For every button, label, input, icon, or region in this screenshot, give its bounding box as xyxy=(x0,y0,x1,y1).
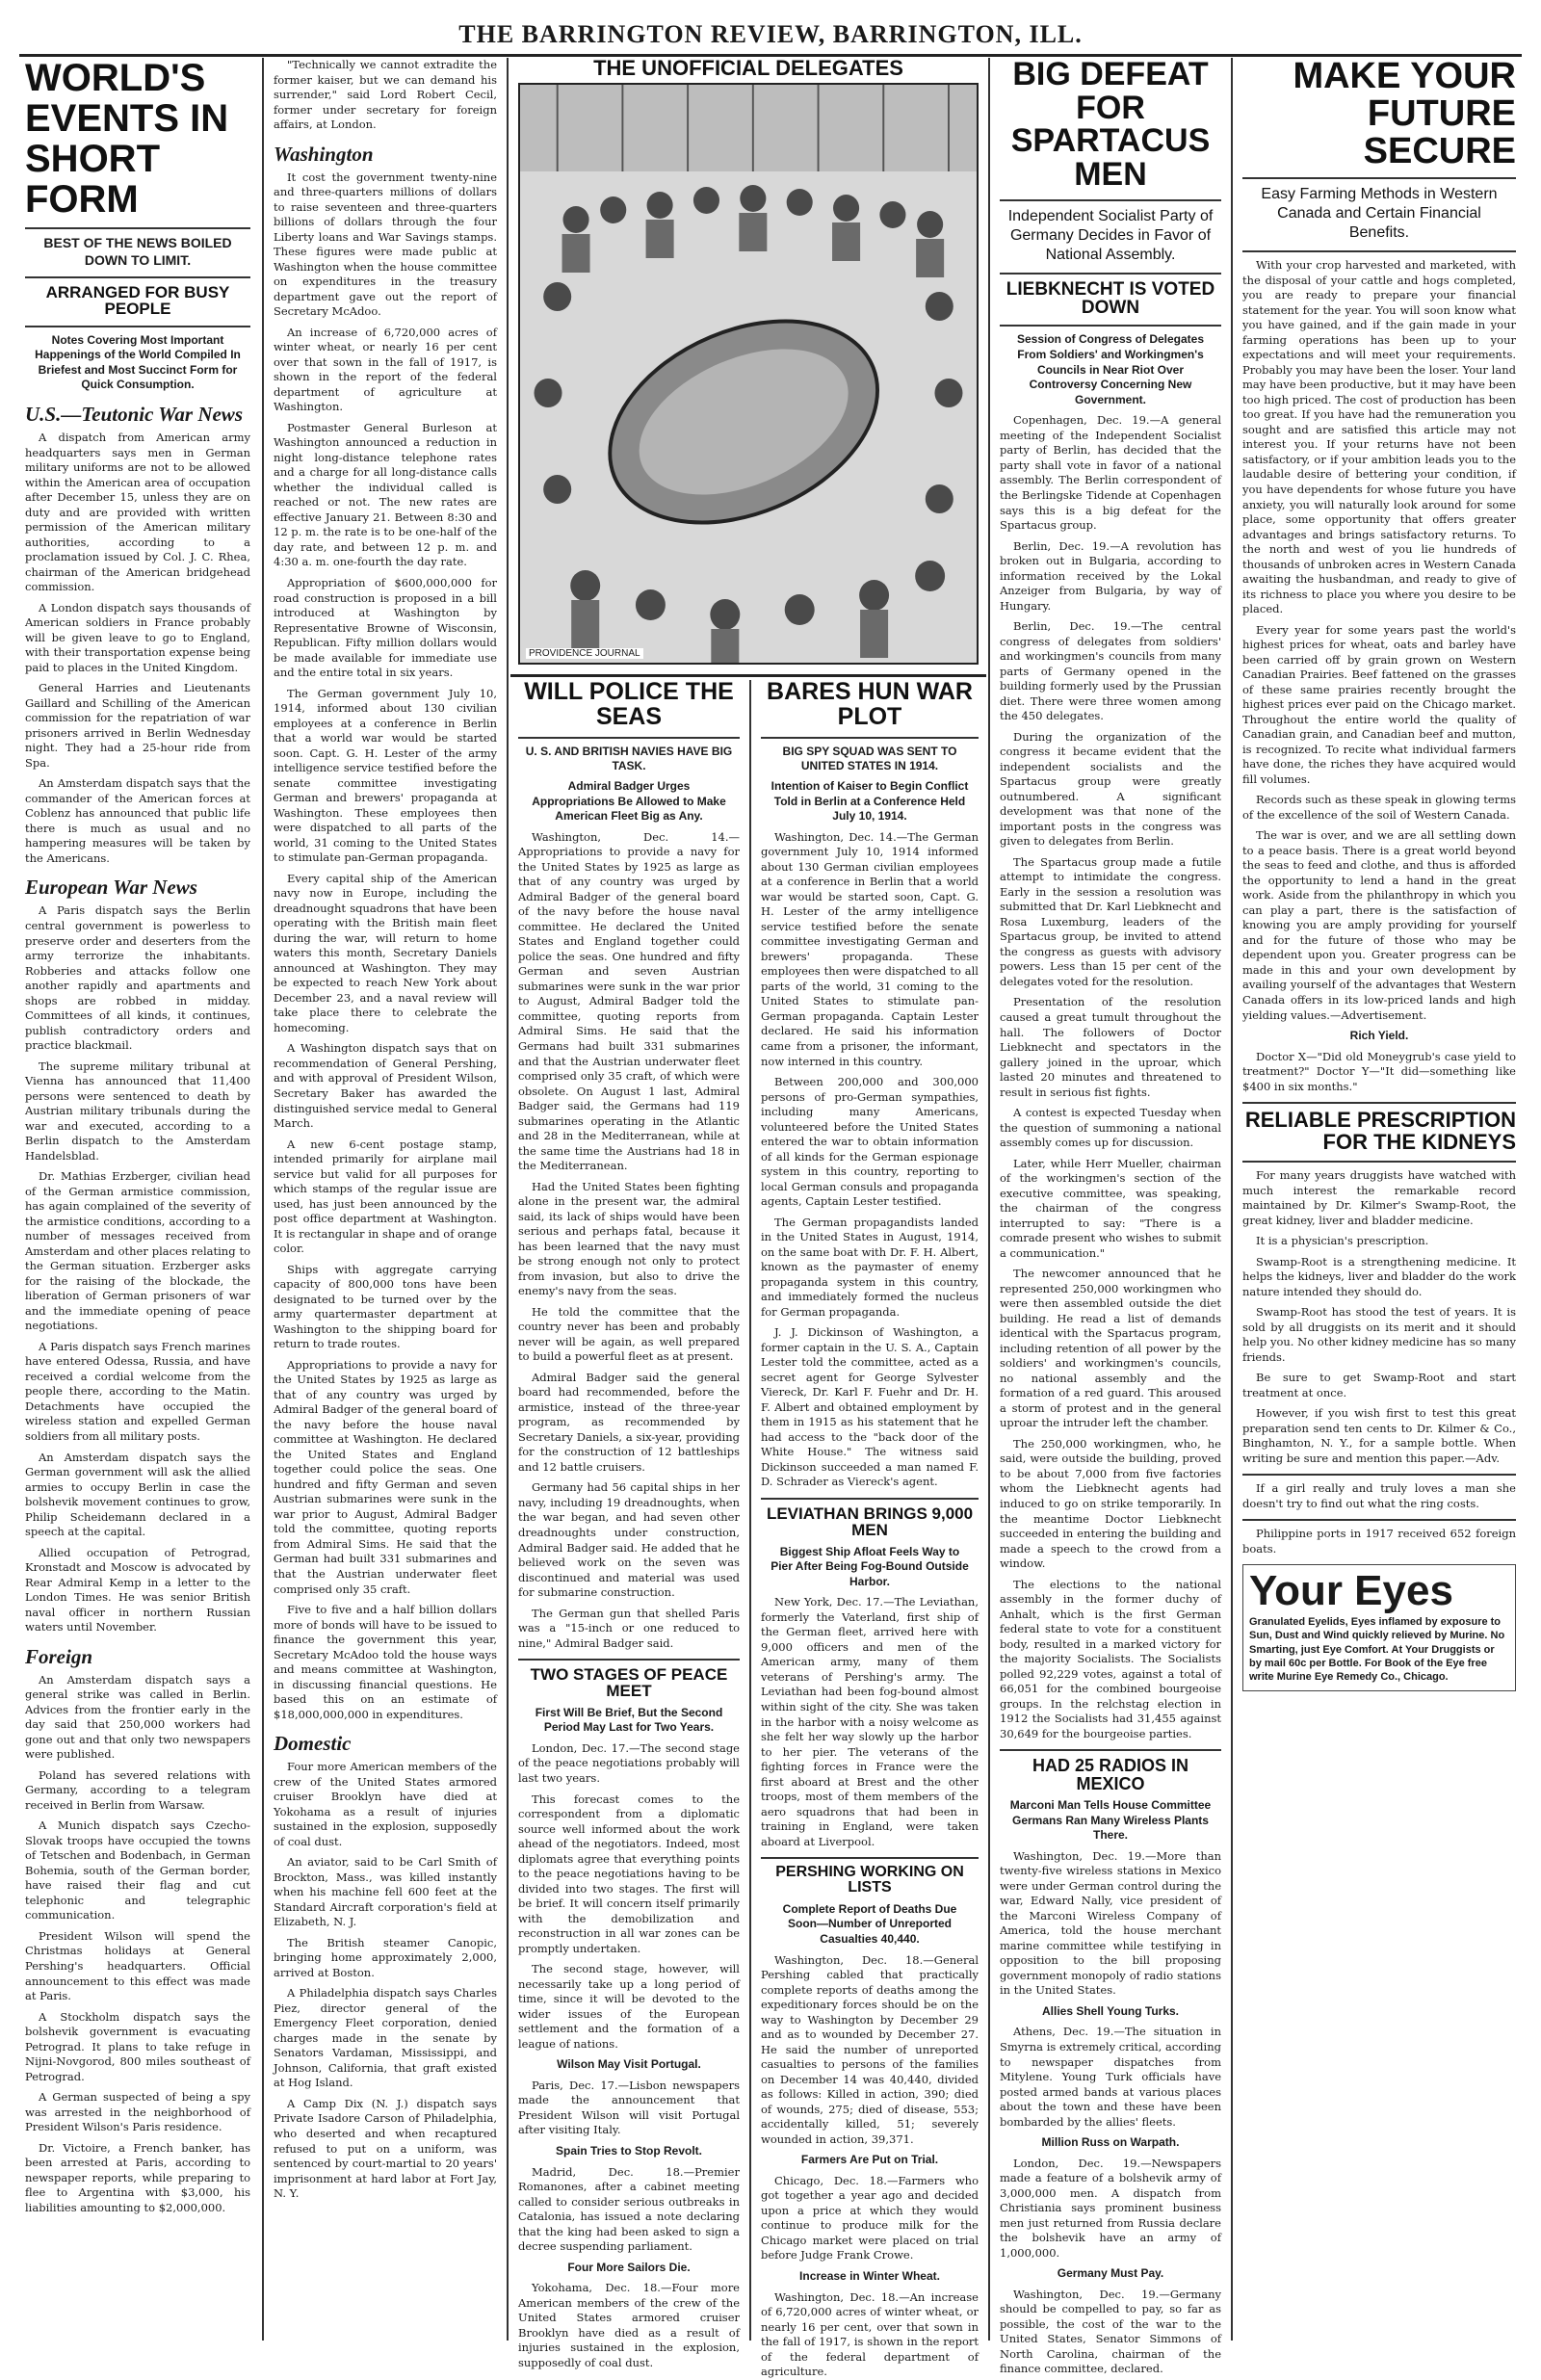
article-paragraph: Germany had 56 capital ships in her navy, including 19 dreadnoughts, when the war began, and had seven other dreadnoughts under construction, Admiral Badger said. He added that he believed work on the seven was discontinued and material was used for submarine construction. xyxy=(518,1480,740,1600)
article-paragraph: A Stockholm dispatch says the bolshevik government is evacuating Petrograd. It plans to take refuge in Nijni-Novgorod, 800 miles southeast of Petrograd. xyxy=(25,2009,250,2083)
photo-headline: THE UNOFFICIAL DELEGATES xyxy=(593,56,903,80)
article-paragraph: He told the committee that the country never has been and probably never will be again, as well prepared to build a powerful fleet as at present. xyxy=(518,1304,740,1364)
article-paragraph: A German suspected of being a spy was arrested in the neighborhood of President Wilson's Paris residence. xyxy=(25,2090,250,2134)
article-paragraph: Copenhagen, Dec. 19.—A general meeting of the Independent Socialist party of Berlin, has decided that the party shall vote in favor of a national assembly. The Berlin correspondent of the Berlingske Tidende at Copenhagen says this is a big defeat for the Spartacus group. xyxy=(1000,413,1221,533)
deck-liebknecht: Session of Congress of Delegates From Soldiers' and Workingmen's Councils in Near Riot Over Controversy Concerning New Government. xyxy=(1016,332,1205,406)
article-paragraph: Washington, Dec. 19.—More than twenty-five wireless stations in Mexico were under German control during the war, Edward Nally, vice president of the Marconi Wireless Company of America, told the house merchant marine committee while testifying in opposition to the bill proposing government monopoly of radio stations in the United States. xyxy=(1000,1848,1221,1998)
article-paragraph: Five to five and a half billion dollars more of bonds will have to be issued to finance the government this year, Secretary McAdoo told the house ways and means committee at Washington, in discussing financial questions. He based this on an estimate of $18,000,000,000 in expenditures. xyxy=(274,1603,497,1721)
headline-spartacus: BIG DEFEAT FOR SPARTACUS MEN xyxy=(1010,56,1211,194)
article-paragraph: Presentation of the resolution caused a great tumult throughout the hall. The followers of Doctor Liebknecht and spectators in the gallery joined in the uproar, which lasted 20 minutes and threatened to result in serious fist fights. xyxy=(1000,995,1221,1099)
brief-headline: Million Russ on Warpath. xyxy=(1041,2135,1180,2150)
column-rule xyxy=(988,58,990,2341)
article-paragraph: Athens, Dec. 19.—The situation in Smyrna is extremely critical, according to newspaper dispatches from Mitylene. Young Turk officials have posted armed bands at various places about the town and these have been bombarded by the allies' fleets. xyxy=(1000,2025,1221,2129)
deck-leviathan: Biggest Ship Afloat Feels Way to Pier After Being Fog-Bound Outside Harbor. xyxy=(770,1544,969,1588)
article-paragraph: Be sure to get Swamp-Root and start treatment at once. xyxy=(1242,1371,1516,1399)
article-paragraph: J. J. Dickinson of Washington, a former captain in the U. S. A., Captain Lester told the committee, acted as a secret agent for George Sylvester Viereck, Dr. Karl F. Fuehr and Dr. H. F. Albert and obtained employment by them in 1915 as his statement that he had access to the "back door of the White House." The witness said Dickinson succeeded a man named F. D. Schrader as Viereck's agent. xyxy=(761,1325,979,1489)
article-paragraph: Admiral Badger said the general board had recommended, before the armistice, instead of the three-year program, as recommended by Secretary Daniels, a six-year, providing for the construction of 12 battleships and 12 battle cruisers. xyxy=(518,1370,740,1474)
headline-leviathan: LEVIATHAN BRINGS 9,000 MEN xyxy=(766,1504,974,1540)
brief-headline: Four More Sailors Die. xyxy=(567,2260,691,2274)
article-paragraph: Washington, Dec. 14.—The German government July 10, 1914 informed about 130 German civilian employees at a conference in Berlin that a world war would be started soon, Capt. G. H. Lester of the army intelligence service testified before the senate committee investigating German and brewers' propaganda. These employees then were dispatched to all parts of the world, 31 coming to the United States to stimulate pan-German propaganda. Captain Lester declared. He said his information came from a prisoner, the informant, now interned in this country. xyxy=(761,829,979,1068)
article-paragraph: Berlin, Dec. 19.—A revolution has broken out in Bulgaria, according to information received by the Lokal Anzeiger from Bulgaria, by way of Hungary. xyxy=(1000,538,1221,613)
photo-divider xyxy=(510,674,986,677)
article-paragraph: Swamp-Root has stood the test of years. It is sold by all druggists on its merit and it should help you. No other kidney medicine has so many friends. xyxy=(1242,1305,1516,1364)
deck-hun-war-plot-2: Intention of Kaiser to Begin Conflict Told in Berlin at a Conference Held July 10, 1914. xyxy=(770,779,969,824)
article-paragraph: During the organization of the congress it became evident that the independent socialists and the Spartacus group were greatly outnumbered. A significant development was that none of the important posts in the congress was given to delegates from Berlin. xyxy=(1000,729,1221,849)
brief-headline: Rich Yield. xyxy=(1349,1029,1409,1043)
article-paragraph: London, Dec. 19.—Newspapers made a feature of a bolshevik army of 3,000,000 men. A dispatch from Christiania says prominent business men just returned from Russia declare the bolshevik have an army of 1,000,000. xyxy=(1000,2156,1221,2260)
deck-world-events-2: ARRANGED FOR BUSY PEOPLE xyxy=(45,283,230,319)
brief-headline: Germany Must Pay. xyxy=(1057,2266,1164,2281)
article-paragraph: Washington, Dec. 18.—General Pershing cabled that practically complete reports of deaths among the expeditionary forces should be on the way to Washington by December 29 and as to wounded by December 27. He said the number of unreported casualties to persons of the families on December 14 was 40,440, divided as follows: Killed in action, 390; died of wounds, 275; died of disease, 553; accidentally killed, 51; severely wounded in action, 39,371. xyxy=(761,1952,979,2146)
article-paragraph: The German government July 10, 1914, informed about 130 civilian employees at a conference in Berlin that a world war would be started soon. Capt. G. H. Lester of the army intelligence service testified before the senate committee investigating German and brewers' propaganda at Washington. These employees then were dispatched to all parts of the world, 31 coming to the United States to stimulate pan-German propaganda. xyxy=(274,686,497,865)
deck-peace-meet: First Will Be Brief, But the Second Period May Last for Two Years. xyxy=(535,1705,723,1735)
article-paragraph: An aviator, said to be Carl Smith of Brockton, Mass., was killed instantly when his machine fell 600 feet at the Standard Aircraft corporation's field at Elizabeth, N. J. xyxy=(274,1855,497,1929)
article-paragraph: Paris, Dec. 17.—Lisbon newspapers made the announcement that President Wilson will visit Portugal after visiting Italy. xyxy=(518,2078,740,2137)
deck-radios-mexico: Marconi Man Tells House Committee Germans Ran Many Wireless Plants There. xyxy=(1009,1797,1212,1843)
article-paragraph: Yokohama, Dec. 18.—Four more American members of the crew of the United States armored cruiser Brooklyn have died as a result of injuries sustained in the explosion, supposedly of coal dust. xyxy=(518,2281,740,2369)
murine-advertisement xyxy=(1242,1564,1516,1690)
section-domestic: Domestic xyxy=(274,1732,352,1756)
article-paragraph: An increase of 6,720,000 acres of winter wheat, or nearly 16 per cent over that sown in the fall of 1917, is shown in the report of the federal department of agriculture at Washington. xyxy=(274,325,497,414)
article-paragraph: General Harries and Lieutenants Gaillard and Schilling of the American commission for the repatriation of war prisoners arrived in Berlin Wednesday night. They had a 25-hour ride from Spa. xyxy=(25,681,250,770)
article-paragraph: Four more American members of the crew of the United States armored cruiser Brooklyn have died at Yokohama as a result of injuries sustained in the explosion, supposedly of coal dust. xyxy=(274,1760,497,1848)
column-rule xyxy=(507,58,509,2341)
article-paragraph: This forecast comes to the correspondent from a diplomatic source well informed about the work ahead of the negotiators. Indeed, most diplomats agree that everything points to the peace negotiations having to be divided into two stages. The first will be brief. It will concern itself primarily with the demobilization and reconstruction in all war zones can be promptly undertaken. xyxy=(518,1792,740,1955)
article-paragraph: A Paris dispatch says the Berlin central government is powerless to preserve order and deserters from the army terrorize the inhabitants. Robberies and attacks follow one another rapidly and apartments and shops are robbed in midday. Committees of all kinds, it continues, publish contradictory orders and practice blackmail. xyxy=(25,903,250,1053)
column-rule xyxy=(262,58,264,2341)
article-paragraph: President Wilson will spend the Christmas holidays at General Pershing's headquarters. Official announcement to this effect was made at Paris. xyxy=(25,1928,250,2003)
article-paragraph: Appropriations to provide a navy for the United States by 1925 as large as that of any country was urged by Admiral Badger of the general board of the navy before the house naval committee at Washington. He declared the United States and England together could police the seas. One hundred and fifty German and seven Austrian submarines were sunk in the war prior to August, Admiral Badger told the committee, quoting reports from Admiral Sims. He said that the German had built 331 submarines and that the Austrian underwater fleet comprised only 35 craft. xyxy=(274,1357,497,1596)
article-paragraph: Washington, Dec. 19.—Germany should be compelled to pay, so far as possible, the cost of the war to the United States, Senator Simmons of North Carolina, chairman of the finance committee, declared. xyxy=(1000,2287,1221,2376)
brief-headline: Increase in Winter Wheat. xyxy=(799,2268,940,2283)
article-paragraph: For many years druggists have watched with much interest the remarkable record maintained by Dr. Kilmer's Swamp-Root, the great kidney, liver and bladder medicine. xyxy=(1242,1168,1516,1227)
article-paragraph: If a girl really and truly loves a man she doesn't try to find out what the ring costs. xyxy=(1242,1481,1516,1510)
article-paragraph: An Amsterdam dispatch says that the commander of the American forces at Coblenz has announced that public life there is much as usual and no hampering measures will be taken by the Americans. xyxy=(25,776,250,865)
article-paragraph: Had the United States been fighting alone in the present war, the admiral said, its lack of ships would have been serious and perhaps fatal, because it has been learned that the navy must be strong enough not only to protect from invasion, but also to drive the enemy's navy from the seas. xyxy=(518,1179,740,1298)
article-paragraph: Postmaster General Burleson at Washington announced a reduction in night long-distance telephone rates and a charge for all long-distance calls whether the individual called is reached or not. The new rates are effective January 21. Between 8:30 and 12 p. m. the rate is to be one-half of the day rate, and between 12 p. m. and 4:30 a. m. one-fourth the day rate. xyxy=(274,420,497,569)
column-rule xyxy=(749,680,751,2341)
section-foreign: Foreign xyxy=(25,1644,93,1668)
brief-headline: Allies Shell Young Turks. xyxy=(1041,2003,1180,2018)
ad-headline: Your Eyes xyxy=(1249,1567,1453,1615)
column-hun-war-plot xyxy=(753,678,986,2379)
article-paragraph: A London dispatch says thousands of American soldiers in France probably will be given leave to go to England, with their transportation expense being paid to places in the United Kingdom. xyxy=(25,600,250,674)
article-paragraph: Allied occupation of Petrograd, Kronstadt and Moscow is advocated by Rear Admiral Kemp in a letter to the London Times. He was senior British naval officer in northern Russian waters until November. xyxy=(25,1545,250,1635)
article-paragraph: Ships with aggregate carrying capacity of 800,000 tons have been designated to be turned over by the army quartermaster department at Washington to the shipping board for return to trade routes. xyxy=(274,1262,497,1351)
article-paragraph: Washington, Dec. 18.—An increase of 6,720,000 acres of winter wheat, or nearly 16 per cent, over that sown in the fall of 1917, is shown in the report of the federal department of agriculture. xyxy=(761,2289,979,2379)
article-paragraph: The newcomer announced that he represented 250,000 workingmen who were then assembled outside the diet building. He read a list of demands identical with the Spartacus program, including retention of all power by the soldiers' and workingmen's councils, no national assembly and the formation of a red guard. This aroused a storm of protest and in the general uproar the intruder left the chamber. xyxy=(1000,1267,1221,1430)
column-washington xyxy=(266,58,505,2341)
article-paragraph: The British steamer Canopic, bringing home approximately 2,000, arrived at Boston. xyxy=(274,1935,497,1979)
headline-radios-mexico: HAD 25 RADIOS IN MEXICO xyxy=(1032,1756,1189,1793)
brief-headline: Wilson May Visit Portugal. xyxy=(557,2057,701,2072)
article-paragraph: The German propagandists landed in the United States in August, 1914, on the same boat with Dr. F. H. Albert, known as the paymaster of enemy propaganda system in this country, and immediately formed the nucleus for German propaganda. xyxy=(761,1215,979,1319)
article-paragraph: Doctor X—"Did old Moneygrub's case yield to treatment?" Doctor Y—"It did—something like $400 in six months." xyxy=(1242,1049,1516,1093)
article-paragraph: The war is over, and we are all settling down to a peace basis. There is a great world beyond the seas to feed and clothe, and thus is afforded the opportunity to lend a hand in the great work. Aside from the philanthropy in which you can play a part, there is the satisfaction of knowing you are amply providing for yourself and for the future of those who may be dependent upon you. Greater progress can be made in this and your own development by availing yourself of the advantages that Western Canada offers in its low-priced lands and high yielding values.—Advertisement. xyxy=(1242,828,1516,1022)
article-paragraph: New York, Dec. 17.—The Leviathan, formerly the Vaterland, first ship of the German fleet, arrived here with 9,000 officers and men of the American army, many of them veterans of Pershing's army. The Leviathan had been fog-bound almost within sight of the city. She was taken in the harbor with a noisy welcome as she felt her way slowly up the harbor to her pier. The veterans of the fighting forces in France were the first aboard at Brest and the other troops, most of them members of the aero squadrons that had been in training in England, were taken aboard at Liverpool. xyxy=(761,1595,979,1848)
headline-liebknecht: LIEBKNECHT IS VOTED DOWN xyxy=(1006,278,1215,319)
article-paragraph: Poland has severed relations with Germany, according to a telegram received in Berlin from Warsaw. xyxy=(25,1767,250,1812)
section-us-teutonic: U.S.—Teutonic War News xyxy=(25,403,243,427)
article-paragraph: "Technically we cannot extradite the former kaiser, but we can demand his surrender," said Lord Robert Cecil, former under secretary for foreign affairs, at London. xyxy=(274,58,497,132)
deck-spartacus: Independent Socialist Party of Germany Decides in Favor of National Assembly. xyxy=(1007,207,1214,263)
headline-hun-war-plot: BARES HUN WAR PLOT xyxy=(767,678,973,730)
headline-pershing: PERSHING WORKING ON LISTS xyxy=(775,1864,964,1896)
article-paragraph: A contest is expected Tuesday when the question of summoning a national assembly comes up for discussion. xyxy=(1000,1106,1221,1150)
column-spartacus xyxy=(992,56,1229,2376)
article-paragraph: Madrid, Dec. 18.—Premier Romanones, after a cabinet meeting called to consider serious outbreaks in Catalonia, has issued a note declaring that the king had been asked to sign a decree suspending parliament. xyxy=(518,2164,740,2254)
article-paragraph: Berlin, Dec. 19.—The central congress of delegates from soldiers' and workingmen's councils from many parts of Germany opened in the building formerly used by the Prussian diet. There were three women among the 450 delegates. xyxy=(1000,619,1221,723)
article-paragraph: An Amsterdam dispatch says the German government will ask the allied armies to occupy Berlin in case the bolshevik movement continues to grow, Philip Scheidemann declared in a speech at the capital. xyxy=(25,1450,250,1539)
section-washington: Washington xyxy=(274,142,374,166)
deck-world-events-1: BEST OF THE NEWS BOILED DOWN TO LIMIT. xyxy=(43,235,232,268)
article-paragraph: Appropriation of $600,000,000 for road construction is proposed in a bill introduced at Washington by Representative Browne of Wisconsin, Republican. Fifty million dollars would be made available for immediate use and the entire total in six years. xyxy=(274,575,497,680)
article-paragraph: With your crop harvested and marketed, with the disposal of your cattle and hogs completed, you are ready to prepare your financial statement for the year. You will soon know what you have gained, and if the gain made in your farming operations has been up to your expectations and will meet your requirements. Probably you may have been the loser. Your land may have been productive, but it may have been too high priced. The cost of production has been too great. If you have had the remuneration you sought and are satisfied this article may not interest you. If your returns have not been satisfactory, or if your ambition leads you to the laudable desire of bettering your condition, if you have dependents for whose future you have anxiety, you will naturally look around for some place, some opportunity that offers greater advantages and brings satisfactory returns. To the north and west of you lie hundreds of thousands of unbroken acres in Western Canada awaiting the husbandman, and ready to give of its richness to place you where you desire to be placed. xyxy=(1242,258,1516,616)
article-paragraph: It cost the government twenty-nine and three-quarters millions of dollars to raise seventeen and three-quarters billions of dollars through the four Liberty loans and War Savings stamps. These figures were made public at Washington when the house committee on expenditures in the treasury department gave out the report of Secretary McAdoo. xyxy=(274,170,497,319)
deck-police-seas-2: Admiral Badger Urges Appropriations Be Allowed to Make American Fleet Big as Any. xyxy=(532,779,726,824)
article-paragraph: A dispatch from American army headquarters says men in German military uniforms are not to be allowed within the American area of occupation after December 15, unless they are on duty and are provided with written permission of the American military authorities, according to a proclamation issued by Col. J. C. Rhea, chairman of the American bridgehead commission. xyxy=(25,431,250,594)
deck-world-events-3: Notes Covering Most Important Happenings of the World Compiled In Briefest and Most Succinct Form for Quick Consumption. xyxy=(35,332,241,392)
article-paragraph: An Amsterdam dispatch says a general strike was called in Berlin. Advices from the frontier early in the day said that 250,000 workers had gone out and that only two newspapers were published. xyxy=(25,1672,250,1762)
ad-text: Granulated Eyelids, Eyes inflamed by exposure to Sun, Dust and Wind quickly relieved by Murine. No Smarting, just Eye Comfort. At Your Druggists or by mail 60c per Bottle. For Book of the Eye free write Murine Eye Remedy Co., Chicago. xyxy=(1249,1616,1505,1684)
article-paragraph: The elections to the national assembly in the former duchy of Anhalt, which is the first German federal state to vote for a constituent body, resulted in a marked victory for the majority Socialists. The Socialists polled 92,229 votes, against a total of 66,051 for the combined bourgeoise groups. In the relchstag election in 1912 the Socialists had 31,455 against 30,649 for the bourgeoise parties. xyxy=(1000,1577,1221,1740)
photo-block xyxy=(510,58,986,693)
article-paragraph: A Washington dispatch says that on recommendation of General Pershing, and with approval of President Wilson, Secretary Baker has awarded the distinguished service medal to General March. xyxy=(274,1041,497,1131)
article-paragraph: Philippine ports in 1917 received 652 foreign boats. xyxy=(1242,1527,1516,1556)
article-paragraph: A Camp Dix (N. J.) dispatch says Private Isadore Carson of Philadelphia, who deserted and when recaptured refused to put on a uniform, was sentenced by court-martial to 20 years' imprisonment at hard labor at Fort Jay, N. Y. xyxy=(274,2096,497,2201)
article-paragraph: Swamp-Root is a strengthening medicine. It helps the kidneys, liver and bladder do the work nature intended they should do. xyxy=(1242,1254,1516,1298)
article-paragraph: The supreme military tribunal at Vienna has announced that 11,400 persons were sentenced to death by Austrian military tribunals during the war and executed, according to a Berlin dispatch to the Amsterdam Handelsblad. xyxy=(25,1059,250,1163)
deck-future-secure: Easy Farming Methods in Western Canada and Certain Financial Benefits. xyxy=(1261,186,1498,242)
column-police-seas xyxy=(510,678,747,2369)
column-world-events xyxy=(17,58,258,2341)
article-paragraph: A new 6-cent postage stamp, intended primarily for airplane mail service but valid for all purposes for which stamps of the regular issue are used, has just been announced by the post office department at Washington. It is rectangular in shape and of orange color. xyxy=(274,1137,497,1256)
article-paragraph: Later, while Herr Mueller, chairman of the workingmen's section of the executive committee, was speaking, the chairman of the congress interrupted to say: "There is a comrade present who wishes to submit a communication." xyxy=(1000,1156,1221,1260)
section-european-war: European War News xyxy=(25,876,197,900)
article-paragraph: London, Dec. 17.—The second stage of the peace negotiations probably will last two years. xyxy=(518,1740,740,1785)
masthead: THE BARRINGTON REVIEW, BARRINGTON, ILL. xyxy=(19,17,1522,57)
column-rule xyxy=(1231,58,1233,2341)
deck-police-seas-1: U. S. AND BRITISH NAVIES HAVE BIG TASK. xyxy=(525,745,733,772)
article-paragraph: Between 200,000 and 300,000 persons of pro-German sympathies, including many Americans, volunteered before the United States entered the war to obtain information of all kinds for the German espionage system in this country, reporting to local German consuls and propaganda agents, Captain Lester testified. xyxy=(761,1075,979,1209)
article-paragraph: The German gun that shelled Paris was a "15-inch or one reduced to nine," Admiral Badger said. xyxy=(518,1606,740,1650)
cartoon-drawing xyxy=(520,85,977,663)
headline-peace-meet: TWO STAGES OF PEACE MEET xyxy=(530,1665,728,1701)
article-paragraph: A Paris dispatch says French marines have entered Odessa, Russia, and have received a cordial welcome from the people there, according to the Matin. Detachments have occupied the wireless station and expelled German soldiers from all military posts. xyxy=(25,1339,250,1443)
cartoon-illustration xyxy=(518,83,979,665)
column-future-secure xyxy=(1235,58,1524,2341)
brief-headline: Farmers Are Put on Trial. xyxy=(800,2153,939,2167)
article-paragraph: A Munich dispatch says Czecho-Slovak troops have occupied the towns of Tetschen and Bodenbach, in German Bohemia, south of the German border, have raised their flag and cut telephonic and telegraphic communication. xyxy=(25,1818,250,1922)
article-paragraph: Chicago, Dec. 18.—Farmers who got together a year ago and decided upon a price at which they would continue to produce milk for the Chicago market were placed on trial before Judge Frank Crowe. xyxy=(761,2173,979,2262)
headline-future-secure: MAKE YOUR FUTURE SECURE xyxy=(1293,56,1516,171)
article-paragraph: Every year for some years past the world's highest prices for wheat, oats and barley have been carried off by grain grown on Western Canadian Prairies. Beef fattened on the grasses of these same prairies recently brought the highest prices ever paid on the Chicago market. Throughout the entire world the quality of Canadian grain, and Canadian beef and mutton, is recognized. To recite what individual farmers have done, the riches they have acquired would fill volumes. xyxy=(1242,622,1516,786)
photo-credit: PROVIDENCE JOURNAL xyxy=(526,648,643,659)
article-paragraph: Dr. Mathias Erzberger, civilian head of the German armistice commission, has again complained of the severity of the armistice conditions, according to a number of messages received from Amsterdam and other places relating to the German situation. Erzberger asks for the raising of the blockade, the liberation of German prisoners of war and the immediate opening of peace negotiations. xyxy=(25,1169,250,1333)
deck-hun-war-plot-1: BIG SPY SQUAD WAS SENT TO UNITED STATES IN 1914. xyxy=(782,745,957,772)
article-paragraph: Dr. Victoire, a French banker, has been arrested at Paris, according to newspaper reports, while preparing to flee to Argentina with $3,000, his liabilities amounting to $2,000,000. xyxy=(25,2140,250,2214)
headline-kidneys: RELIABLE PRESCRIPTION FOR THE KIDNEYS xyxy=(1244,1108,1516,1154)
brief-headline: Spain Tries to Stop Revolt. xyxy=(555,2143,703,2158)
article-paragraph: Washington, Dec. 14.—Appropriations to provide a navy for the United States by 1925 as large as that of any country was urged by Admiral Badger of the general board of the navy before the house naval committee. He declared the United States and England together could police the seas. One hundred and fifty German and seven Austrian submarines were sunk in the war prior to August, Admiral Badger told the committee, quoting reports from Admiral Sims. He said that the Germans had built 331 submarines and that the Austrian underwater fleet comprised only 35 craft, of which were obsolete. On August 1 last, Admiral Badger said, the Germans had 119 submarines operating in the Atlantic and 28 in the Mediterranean, while at the same time the Austrians had 18 in the Mediterranean. xyxy=(518,829,740,1173)
article-paragraph: Records such as these speak in glowing terms of the excellence of the soil of Western Canada. xyxy=(1242,793,1516,822)
article-paragraph: The 250,000 workingmen, who, he said, were outside the building, proved to be about 7,000 from five factories whom the Liebknecht agents had induced to go on strike temporarily. In the meantime Doctor Liebknecht succeeded in entering the building and made a speech to the crowd from a window. xyxy=(1000,1436,1221,1571)
article-paragraph: A Philadelphia dispatch says Charles Piez, director general of the Emergency Fleet corporation, denied charges made in the senate by Senators Vardaman, Mississippi, and Johnson, California, that graft existed at Hog Island. xyxy=(274,1986,497,2090)
article-paragraph: The second stage, however, will necessarily take up a long period of time, since it will be devoted to the wider issues of the European settlement and the formation of a league of nations. xyxy=(518,1962,740,2051)
article-paragraph: The Spartacus group made a futile attempt to intimidate the congress. Early in the session a resolution was submitted that Dr. Karl Liebknecht and Rosa Luxemburg, leaders of the Spartacus group, be invited to attend the congress as guests with advisory powers. Less than 15 per cent of the delegates voted for the resolution. xyxy=(1000,854,1221,988)
deck-pershing: Complete Report of Deaths Due Soon—Number of Unreported Casualties 40,440. xyxy=(782,1901,957,1946)
article-paragraph: However, if you wish first to test this great preparation send ten cents to Dr. Kilmer & Co., Binghamton, N. Y., for a sample bottle. When writing be sure and mention this paper.—Adv. xyxy=(1242,1406,1516,1465)
article-paragraph: It is a physician's prescription. xyxy=(1256,1234,1429,1248)
headline-world-events: WORLD'S EVENTS IN SHORT FORM xyxy=(25,57,229,221)
article-paragraph: Every capital ship of the American navy now in Europe, including the dreadnought squadrons that have been operating with the British main fleet during the war, will return to home waters this month, Secretary Daniels announced at Washington. They may be expected to reach New York about December 23, and a naval review will take place there to celebrate the homecoming. xyxy=(274,871,497,1034)
headline-police-seas: WILL POLICE THE SEAS xyxy=(524,678,734,730)
